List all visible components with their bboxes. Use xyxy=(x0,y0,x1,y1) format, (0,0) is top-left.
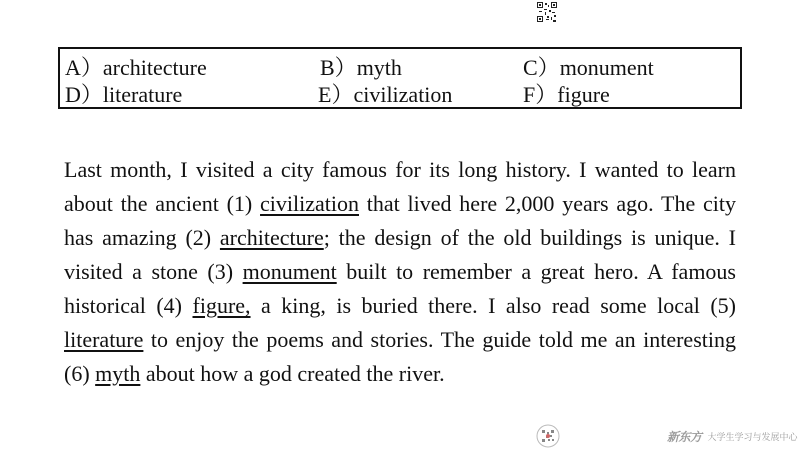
option-c: C）monument xyxy=(523,55,654,80)
passage: Last month, I visited a city famous for its long history. I wanted to learn about the ancient (1) civilization that lived here 2,000 years ago. The city has amazing (2) architecture; the design of the old buildings is unique. I visited a stone (3) monument built to remember a great hero. A famous historical (4) figure, a king, is buried there. I also read some local (5) literature to enjoy the poems and stories. The guide told me an interesting (6) myth about how a god created the river. xyxy=(64,157,736,386)
option-b: B）myth xyxy=(320,55,402,80)
option-f: F）figure xyxy=(523,82,610,107)
brand-logo: 新东方 xyxy=(667,429,702,444)
answer-6: myth xyxy=(95,361,141,386)
option-e: E）civilization xyxy=(318,82,453,107)
answer-3: monument xyxy=(242,259,337,284)
qr-code-bottom xyxy=(536,424,560,448)
org-name: 大学生学习与发展中心 xyxy=(707,431,798,442)
word-bank xyxy=(58,47,742,109)
footer-watermark xyxy=(667,429,798,443)
answer-2: architecture xyxy=(219,225,324,250)
option-d: D）literature xyxy=(65,82,183,107)
answer-4: figure, xyxy=(192,293,251,318)
answer-1: civilization xyxy=(260,191,359,216)
option-a: A）architecture xyxy=(65,55,207,80)
answer-5: literature xyxy=(64,327,144,352)
qr-code-top xyxy=(537,2,557,22)
